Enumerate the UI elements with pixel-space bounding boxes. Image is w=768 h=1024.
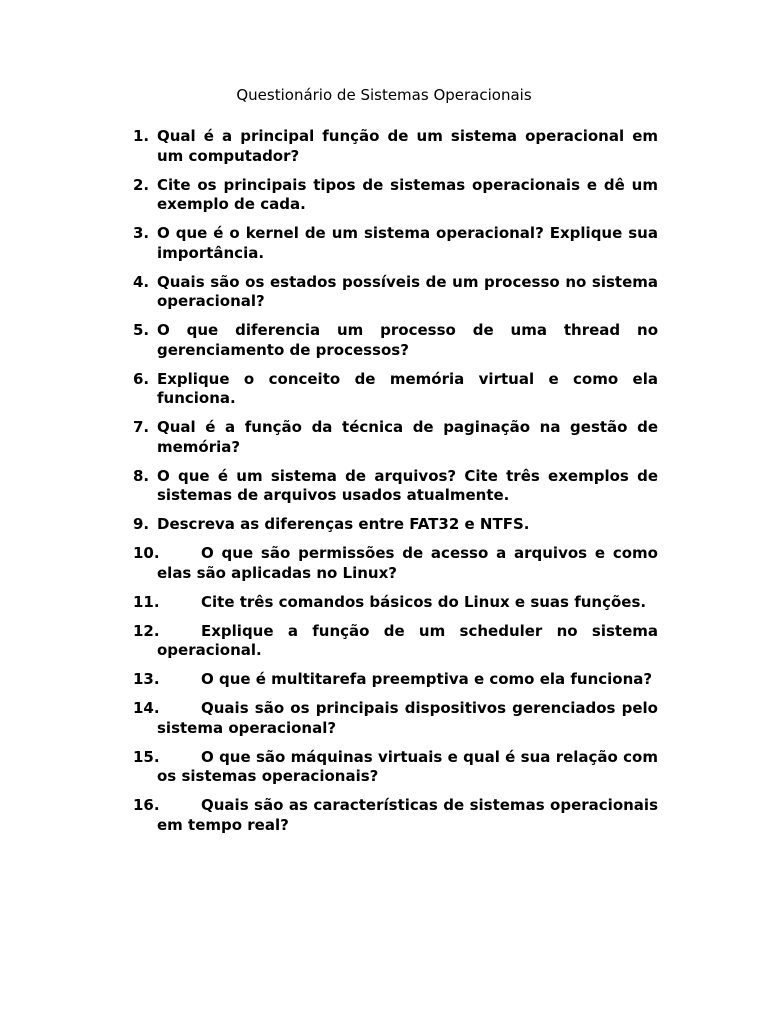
question-text: Explique a função de um scheduler no sistema operacional.: [157, 621, 658, 659]
question-item: [133, 796, 658, 835]
question-item: [133, 622, 658, 661]
question-number: 4.: [133, 272, 150, 291]
question-number: 3.: [133, 224, 150, 242]
question-text: O que é multitarefa preemptiva e como ela funciona?: [201, 670, 653, 688]
question-text: Qual é a principal função de um sistema operacional em um computador?: [157, 127, 658, 165]
question-item: [133, 515, 658, 535]
question-item: [133, 748, 658, 787]
question-item: [133, 224, 658, 263]
question-item: [133, 127, 658, 166]
question-text: O que é um sistema de arquivos? Cite três exemplos de sistemas de arquivos usados atualmente.: [157, 466, 658, 504]
question-item: [133, 670, 658, 690]
question-number: 1.: [133, 127, 150, 145]
question-number: 16.: [133, 796, 160, 814]
question-text: Cite três comandos básicos do Linux e suas funções.: [201, 592, 647, 611]
document-title: Questionário de Sistemas Operacionais: [236, 86, 532, 104]
question-item: [133, 467, 658, 506]
question-number: 8.: [133, 466, 150, 485]
question-text: O que são permissões de acesso a arquivos e como elas são aplicadas no Linux?: [157, 544, 658, 582]
question-number: 12.: [133, 621, 160, 640]
question-item: [133, 176, 658, 215]
question-text: O que são máquinas virtuais e qual é sua relação com os sistemas operacionais?: [157, 747, 658, 785]
question-number: 14.: [133, 699, 160, 717]
question-list: [133, 127, 658, 845]
question-text: O que diferencia um processo de uma thread no gerenciamento de processos?: [157, 321, 658, 359]
question-text: Cite os principais tipos de sistemas operacionais e dê um exemplo de cada.: [157, 175, 658, 213]
question-text: Quais são os principais dispositivos gerenciados pelo sistema operacional?: [157, 699, 658, 737]
question-number: 10.: [133, 544, 160, 562]
question-text: Descreva as diferenças entre FAT32 e NTFS.: [157, 515, 530, 533]
question-number: 15.: [133, 747, 160, 766]
question-number: 6.: [133, 369, 150, 388]
question-text: Quais são os estados possíveis de um processo no sistema operacional?: [157, 272, 658, 310]
question-item: [133, 273, 658, 312]
question-item: [133, 544, 658, 583]
question-text: O que é o kernel de um sistema operacional? Explique sua importância.: [157, 224, 658, 262]
question-item: [133, 699, 658, 738]
question-number: 13.: [133, 670, 160, 688]
question-number: 11.: [133, 592, 160, 611]
question-text: Qual é a função da técnica de paginação na gestão de memória?: [157, 418, 658, 456]
question-number: 9.: [133, 515, 150, 533]
question-item: [133, 370, 658, 409]
question-text: Explique o conceito de memória virtual e como ela funciona.: [157, 369, 658, 407]
question-number: 5.: [133, 321, 150, 339]
question-number: 2.: [133, 175, 150, 194]
question-item: [133, 418, 658, 457]
question-number: 7.: [133, 418, 150, 436]
question-text: Quais são as características de sistemas operacionais em tempo real?: [157, 796, 658, 834]
question-item: [133, 321, 658, 360]
question-item: [133, 593, 658, 613]
